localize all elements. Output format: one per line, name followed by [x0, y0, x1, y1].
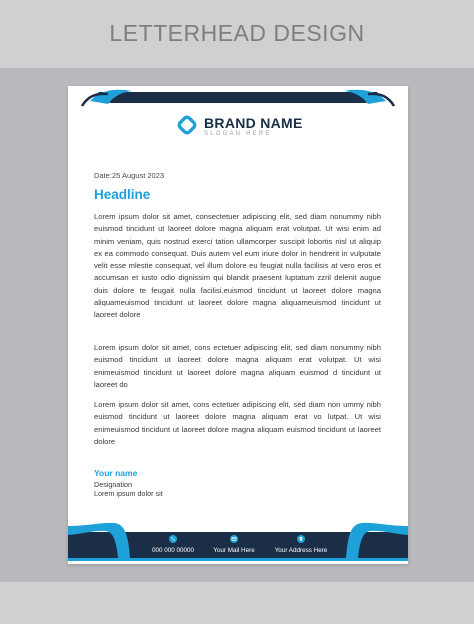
brand-slogan: SLOGAN HERE: [204, 131, 272, 137]
letter-headline: Headline: [94, 187, 151, 202]
letter-date: Date:25 August 2023: [94, 171, 165, 180]
footer-phone-text: 000 000 00000: [151, 547, 195, 554]
bottom-band: [0, 582, 474, 624]
brand-name: BRAND NAME: [204, 115, 303, 131]
header-band: [98, 92, 378, 103]
banner-band: [0, 0, 474, 68]
brand-logo-icon: [176, 114, 198, 136]
signature-designation: Designation: [94, 480, 132, 489]
signature-extra: Lorem ipsum dolor sit: [94, 489, 163, 498]
mail-icon: [230, 535, 238, 543]
body-paragraph: Lorem ipsum dolor sit amet, cons ectetuer adipiscing elit, sed diam non ummy nibh euismod tincidunt ut laoreet dolore magna aliquam erat vo lutpat. Ut wisi enimeuismod tincidunt ut laoreet dolore magna aliquam euismod tincidunt ut laoreet dolore: [94, 400, 381, 446]
location-pin-icon: [297, 535, 305, 543]
body-paragraph: Lorem ipsum dolor sit amet, consectetuer adipiscing elit, sed diam nonummy nibh euismod tincidunt ut laoreet dolore magna aliquam erat volutpat. Ut wisi enim ad minim veniam, quis nostrud exerci tation ullamcorper suscipit lobortis nisl ut aliquip ex ea commodo consequat. Duis autem vel eum iriure dolor in hendrerit in vulputate velit esse mlestie consequat, vel illum dolore eu feugiat nulla facilisis at vero eros et accumsan et iusto odio dignissim qui blandit praesent luptatum zzril delenit augue duis dolore te feugait nulla facilisi.euismod tincidunt ut laoreet dolore magna aliquameuismod tincidunt ut laoreet dolore magna aliquameuismod tincidunt ut laoreet dolore: [94, 212, 381, 320]
signature-name: Your name: [94, 468, 138, 478]
body-paragraph: Lorem ipsum dolor sit amet, cons ectetuer adipiscing elit, sed diam nonummy nibh euismod tincidunt ut laoreet dolore magna aliquam erat volutpat. Ut wisi enimeuismod tincidunt ut laoreet dolore magna aliquam euismod d tincidunt ut laoreet do: [94, 343, 381, 389]
letterhead-page: [68, 86, 408, 564]
footer-address-text: Your Address Here: [274, 547, 328, 554]
footer-phone: [148, 535, 198, 559]
footer-mail-text: Your Mail Here: [213, 547, 255, 554]
phone-icon: [169, 535, 177, 543]
footer-address: [271, 535, 331, 559]
banner-title: LETTERHEAD DESIGN: [109, 20, 365, 46]
footer-mail: [208, 535, 260, 559]
